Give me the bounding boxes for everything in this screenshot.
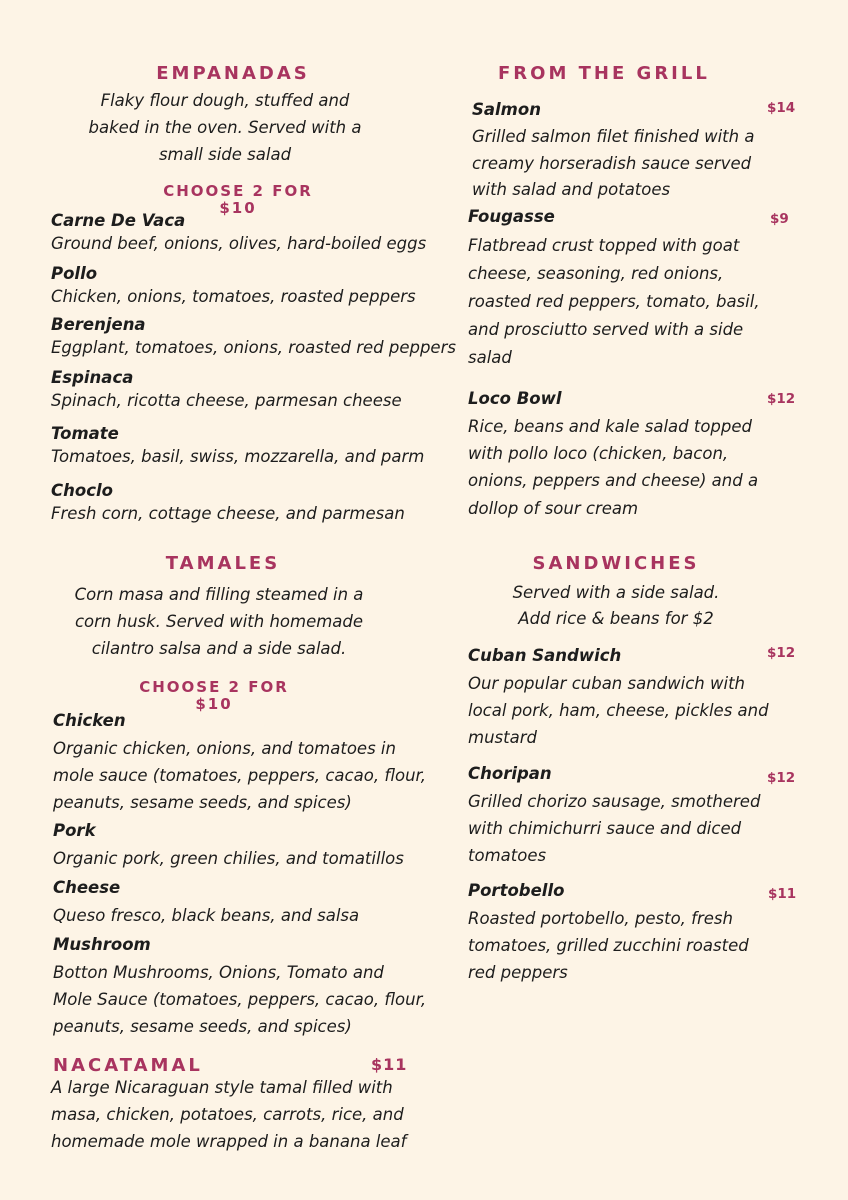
tamal-chicken-desc: Organic chicken, onions, and tomatoes in mole sauce (tomatoes, peppers, cacao, flour, peanuts, sesame seeds, and spices) bbox=[53, 739, 427, 813]
grill-loco-bowl-desc: Rice, beans and kale salad topped with pollo loco (chicken, bacon, onions, peppers and cheese) and a dollop of sour cream bbox=[468, 417, 759, 518]
empanada-carne-de-vaca-desc: Ground beef, onions, olives, hard-boiled eggs bbox=[51, 234, 427, 253]
empanada-choclo-desc: Fresh corn, cottage cheese, and parmesan bbox=[51, 504, 405, 523]
tamal-cheese-desc: Queso fresco, black beans, and salsa bbox=[53, 906, 360, 925]
tamales-heading: TAMALES bbox=[165, 553, 281, 574]
empanada-berenjena-name: Berenjena bbox=[51, 315, 146, 334]
empanada-pollo-desc: Chicken, onions, tomatoes, roasted peppers bbox=[51, 287, 416, 306]
empanada-espinaca-name: Espinaca bbox=[51, 368, 134, 387]
empanada-tomate-name: Tomate bbox=[51, 424, 119, 443]
nacatamal-heading: NACATAMAL bbox=[53, 1055, 203, 1076]
tamales-description: Corn masa and filling steamed in a corn husk. Served with homemade cilantro salsa and a side salad. bbox=[74, 585, 364, 658]
empanada-choclo-name: Choclo bbox=[51, 481, 113, 500]
empanada-tomate-desc: Tomatoes, basil, swiss, mozzarella, and parm bbox=[51, 447, 425, 466]
nacatamal-desc: A large Nicaraguan style tamal filled with masa, chicken, potatoes, carrots, rice, and homemade mole wrapped in a banana leaf bbox=[51, 1078, 407, 1152]
grill-fougasse-price: $9 bbox=[770, 211, 789, 227]
grill-salmon-name: Salmon bbox=[472, 100, 541, 119]
tamales-deal: CHOOSE 2 FOR $10 bbox=[139, 678, 289, 713]
sandwich-cuban-desc: Our popular cuban sandwich with local pork, ham, cheese, pickles and mustard bbox=[468, 674, 769, 748]
sandwich-portobello-price: $11 bbox=[768, 886, 797, 902]
tamal-pork-desc: Organic pork, green chilies, and tomatillos bbox=[53, 849, 404, 868]
sandwiches-description: Served with a side salad. Add rice & beans for $2 bbox=[512, 583, 720, 628]
empanada-carne-de-vaca-name: Carne De Vaca bbox=[51, 211, 186, 230]
grill-loco-bowl-price: $12 bbox=[767, 391, 796, 407]
sandwiches-heading: SANDWICHES bbox=[532, 553, 700, 574]
empanada-berenjena-desc: Eggplant, tomatoes, onions, roasted red peppers bbox=[51, 338, 456, 357]
tamal-chicken-name: Chicken bbox=[53, 711, 126, 730]
grill-fougasse-desc: Flatbread crust topped with goat cheese, seasoning, red onions, roasted red peppers, tomato, basil, and prosciutto served with a side salad bbox=[468, 236, 760, 367]
sandwich-portobello-desc: Roasted portobello, pesto, fresh tomatoes, grilled zucchini roasted red peppers bbox=[468, 909, 749, 983]
grill-heading: FROM THE GRILL bbox=[498, 63, 710, 84]
sandwich-cuban-price: $12 bbox=[767, 645, 796, 661]
grill-salmon-desc: Grilled salmon filet finished with a creamy horseradish sauce served with salad and potatoes bbox=[472, 127, 755, 199]
sandwich-cuban-name: Cuban Sandwich bbox=[468, 646, 622, 665]
empanadas-heading: EMPANADAS bbox=[156, 63, 310, 84]
sandwich-choripan-name: Choripan bbox=[468, 764, 552, 783]
grill-salmon-price: $14 bbox=[767, 100, 796, 116]
grill-loco-bowl-name: Loco Bowl bbox=[468, 389, 562, 408]
empanadas-deal: CHOOSE 2 FOR $10 bbox=[163, 182, 313, 217]
sandwich-choripan-price: $12 bbox=[767, 770, 796, 786]
empanada-pollo-name: Pollo bbox=[51, 264, 98, 283]
tamal-mushroom-desc: Botton Mushrooms, Onions, Tomato and Mole Sauce (tomatoes, peppers, cacao, flour, peanuts, sesame seeds, and spices) bbox=[53, 963, 427, 1037]
empanada-espinaca-desc: Spinach, ricotta cheese, parmesan cheese bbox=[51, 391, 402, 410]
empanadas-description: Flaky flour dough, stuffed and baked in the oven. Served with a small side salad bbox=[88, 91, 362, 164]
nacatamal-price: $11 bbox=[371, 1055, 408, 1074]
sandwich-portobello-name: Portobello bbox=[468, 881, 565, 900]
sandwich-choripan-desc: Grilled chorizo sausage, smothered with chimichurri sauce and diced tomatoes bbox=[468, 792, 761, 866]
tamal-cheese-name: Cheese bbox=[53, 878, 121, 897]
tamal-mushroom-name: Mushroom bbox=[53, 935, 151, 954]
tamal-pork-name: Pork bbox=[53, 821, 96, 840]
grill-fougasse-name: Fougasse bbox=[468, 207, 555, 226]
